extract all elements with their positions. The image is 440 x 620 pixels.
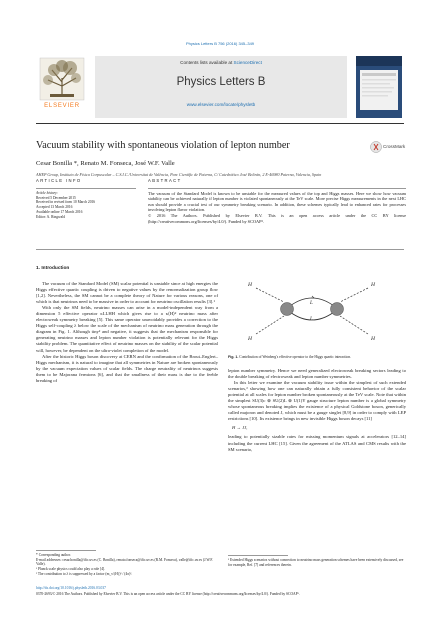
intro-paragraph: With only the SM fields, neutrino masses can arise in a model-independent way from a dimension 5 effective operator κLLHH which gives rise to a κ⟨H⟩² neutrino mass after electroweak symmetry breaking [5]. This same operator unavoidably provides a correction to the Higgs self-coupling λ below the scale of the mechanism of neutrino mass generation through the diagram in Fig. 1. Although tiny² and negative, it suggests that the mechanism responsible for generating neutrino masses and lepton number violation is potentially relevant for the Higgs stability problem. The quantitative effect of neutrino masses on the stability of the scalar potential will, however, be dependent on the ultra-violet completion of the model. [36,305,218,353]
abstract-heading: ABSTRACT [148,178,182,183]
section-heading-introduction: 1. Introduction [36,266,70,271]
journal-cover [356,56,402,118]
abstract-body [148,191,406,224]
journal-title: Physics Letters B [176,76,266,88]
figure-caption-label: Fig. 1. [228,355,239,359]
footnotes-left [36,553,218,577]
higgs-line-upper-right [340,288,368,302]
higgs-line-lower-left [256,316,284,334]
abstract-text: The vacuum of the Standard Model is known to be unstable for the measured values of the top and Higgs masses. Here we show how vacuum stability can be achieved naturally if lepton number is violated spontaneously at the TeV scale. More precise Higgs measurements in the next LHC run should provide a crucial test of our symmetry breaking scenario. In addition, these schemes typically lead to enhanced rates for processes involving lepton flavor violation. [148,191,406,213]
journal-band [95,56,347,118]
footnote-rule-right [228,555,288,556]
doi-link[interactable]: http://dx.doi.org/10.1016/j.physletb.2016.03.037 [36,586,106,590]
equation-higgs-decay: H → JJ, [232,425,248,431]
label-l-upper: L [310,301,313,306]
right-paragraph: leading to potentially sizable rates for missing momentum signals at accelerators [12–14] including the current LHC [15]. Given the agreement of the ATLAS and CMS results with the SM scenario, [228,434,406,452]
contents-prefix: Contents lists available at [180,60,234,65]
figure-caption-text: Contribution of Weinberg's effective operator to the Higgs quartic interaction. [239,355,352,359]
history-line: Accepted 13 March 2016 [36,205,73,210]
label-h-lower-right: H [371,336,375,342]
history-line: Received in revised form 10 March 2016 [36,200,96,205]
author-list: Cesar Bonilla *, Renato M. Fonseca, José W.F. Valle [36,160,175,167]
label-h-upper-left: H [248,282,252,288]
abstract-top-rule [148,188,406,189]
label-l-lower: L [310,317,313,322]
footnote-2: ² The contribution to λ is suppressed by a factor (m_ν/⟨H⟩)² / (4π)². [36,571,133,576]
header-rule [36,123,404,124]
figure-1-caption [228,355,404,360]
article-history [36,191,146,219]
right-column-body [228,368,406,453]
abstract-copyright: © 2016 The Authors. Published by Elsevier B.V. This is an open access article under the CC BY license (http://creativecommons.org/licenses/by/4.0/). Funded by SCOAP³. [148,213,406,224]
label-h-lower-left: H [248,336,252,342]
footnote-1: ¹ Planck scale physics could also play a role [4]. [36,567,106,572]
abstract-bottom-rule [36,249,404,250]
elsevier-logo [36,56,88,116]
higgs-line-lower-right [340,316,368,334]
footnote-emails: E-mail addresses: cesar.bonilla@ific.uv.es (C. Bonilla), renato.fonseca@ific.uv.es (R.M. Fonseca), valle@ific.uv.es (J.W.F. Valle). [36,557,213,567]
history-line: Editor: A. Ringwald [36,214,66,219]
crossmark-label: CrossMark [383,144,406,149]
intro-body [36,281,218,384]
operator-blob-left [281,303,294,316]
higgs-line-upper-left [256,288,284,302]
intro-paragraph: The vacuum of the Standard Model (SM) scalar potential is unstable since at high energies the Higgs effective quartic coupling is driven to negative values by the renormalization group flow [1,2]. Nevertheless, the SM cannot be a complete theory of Nature for various reasons, one of which is that neutrinos need to be massive in order to account for neutrino oscillation results [3].¹ [36,281,218,305]
intro-paragraph: After the historic Higgs boson discovery at CERN and the confirmation of the Brout–Englert–Higgs mechanism, it is natural to imagine that all symmetries in Nature are broken spontaneously by the vacuum expectation values of scalar fields. The charge neutrality of neutrinos suggests them to be Majorana fermions [6], and that the smallness of their mass is due to the feeble breaking of [36,353,218,383]
history-line: Available online 17 March 2016 [36,209,83,214]
footnote-rule-left [36,550,96,551]
footnotes-right [228,558,406,567]
article-info-heading: ARTICLE INFO [36,178,82,183]
info-top-rule [36,188,136,189]
operator-blob-right [331,303,344,316]
author-affiliation: AHEP Group, Instituto de Física Corpuscular – C.S.I.C./Universitat de València, Parc Científic de Paterna, C/ Catedrático José Beltrán, 2 E-46980 Paterna, Valencia, Spain [36,172,322,177]
journal-citation[interactable]: Physics Letters B 756 (2016) 345–349 [185,41,255,46]
footnote-3: ³ Extended Higgs scenarios without connection to neutrino mass generation schemes have been extensively discussed, see for example, Ref. [7] and references therein. [228,558,404,567]
article-title: Vacuum stability with spontaneous violation of lepton number [36,140,290,151]
history-line: Received 5 December 2015 [36,195,76,200]
figure-1-diagram [228,258,404,350]
crossmark-badge[interactable] [370,140,406,160]
elsevier-wordmark: ELSEVIER [44,103,80,109]
footnote-corresponding: * Corresponding author. [36,553,71,557]
journal-homepage-link[interactable]: www.elsevier.com/locate/physletb [186,102,256,107]
history-line: Article history: [36,191,58,195]
license-statement: 0370-2693/© 2016 The Authors. Published by Elsevier B.V. This is an open access article under the CC BY license (http://creativecommons.org/licenses/by/4.0/). Funded by SCOAP³. [36,592,300,596]
right-paragraph: In this letter we examine the vacuum stability issue within the simplest of such extended scenarios,³ showing how one can naturally obtain a fully consistent behavior of the scalar potential at all scales for lepton number broken spontaneously at the TeV scale. Note that within the simplest SU(3)c ⊗ SU(2)L ⊗ U(1)Y gauge structure lepton number is a global symmetry whose spontaneous breaking implies the existence of a physical Goldstone boson, generically called majoron and denoted J, which must be a gauge singlet [8,9] in order to comply with LEP restrictions [10]. Its existence brings in new invisible Higgs boson decays [11] [228,380,406,422]
right-paragraph: lepton number symmetry. Hence we need generalized electroweak breaking sectors leading to the double breaking of electroweak and lepton number symmetries. [228,368,406,380]
sciencedirect-link[interactable]: ScienceDirect [233,60,262,65]
label-h-upper-right: H [371,282,375,288]
